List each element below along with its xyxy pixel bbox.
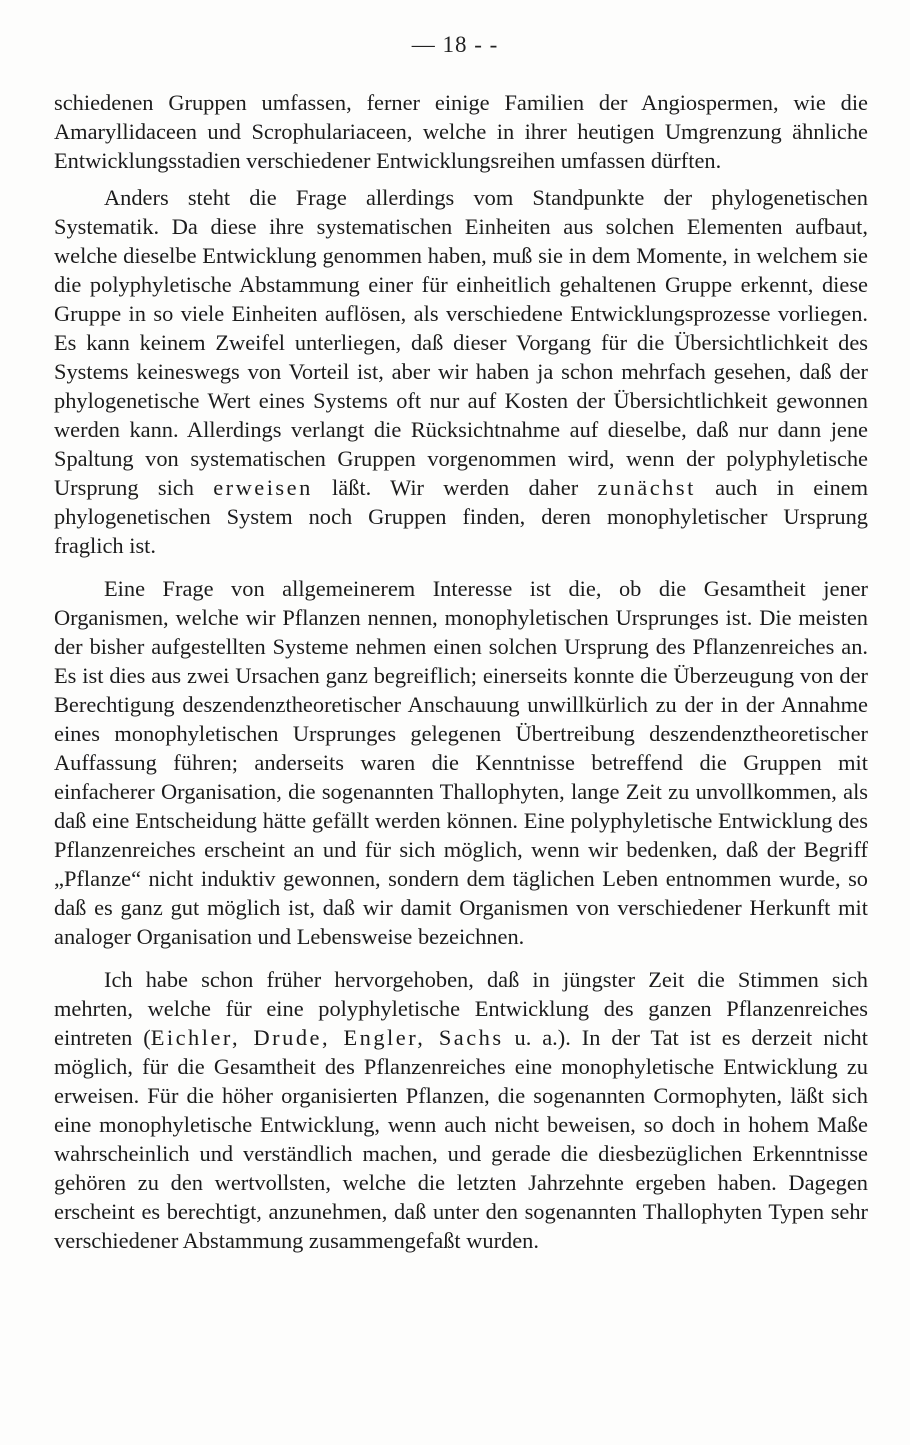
paragraph-1: schiedenen Gruppen umfassen, ferner einige Familien der Angiospermen, wie die Amaryllidaceen und Scrophulariaceen, welche in ihrer heutigen Umgrenzung ähnliche Entwicklungsstadien verschiedener Entwicklungsreihen umfassen dürften.: [54, 90, 868, 173]
paragraph-4-text: Ich habe schon früher hervorgehoben, daß in jüngster Zeit die Stimmen sich mehrten, welche für eine polyphyletische Entwicklung des ganzen Pflanzenreiches eintreten (: [54, 967, 868, 1050]
paragraph-3: Eine Frage von allgemeinerem Interesse ist die, ob die Gesamtheit jener Organismen, welche wir Pflanzen nennen, monophyletischen Ursprunges ist. Die meisten der bisher aufgestellten Systeme nehmen einen solchen Ursprung des Pflanzenreiches an. Es ist dies aus zwei Ursachen ganz begreiflich; einerseits konnte die Überzeugung von der Berechtigung deszendenztheoretischer Anschauung unwillkürlich zu der in der Annahme eines monophyletischen Ursprunges gelegenen Übertreibung deszendenztheoretischer Auffassung führen; anderseits waren die Kenntnisse betreffend die Gruppen mit einfacherer Organisation, die sogenannten Thallophyten, lange Zeit zu unvollkommen, als daß eine Entscheidung hätte gefällt werden können. Eine polyphyletische Entwicklung des Pflanzenreiches erscheint an und für sich möglich, wenn wir bedenken, daß der Begriff „Pflanze“ nicht induktiv gewonnen, sondern dem täglichen Leben entnommen wurde, so daß es ganz gut möglich ist, daß wir damit Organismen von verschiedener Herkunft mit analoger Organisation und Lebensweise bezeichnen.: [54, 576, 868, 949]
paragraph-2: [54, 183, 868, 560]
paragraph-4-text: u. a.). In der Tat ist es derzeit nicht möglich, für die Gesamtheit des Pflanzenreiches eine monophyletische Entwicklung zu erweisen. Für die höher organisierten Pflanzen, die sogenannten Cormophyten, läßt sich eine monophyletische Entwicklung, wenn auch nicht beweisen, so doch in hohem Maße wahrscheinlich und verständlich machen, und gerade die diesbezüglichen Erkenntnisse gehören zu den wertvollsten, welche die letzten Jahrzehnte ergeben haben. Dagegen erscheint es berechtigt, anzunehmen, daß unter den sogenannten Thallophyten Typen sehr verschiedener Abstammung zusammengefaßt wurden.: [54, 1025, 868, 1253]
emphasis-authors: Eichler, Drude, Engler, Sachs: [150, 1025, 504, 1050]
paragraph-2-text: läßt. Wir werden daher: [312, 475, 598, 500]
paragraph-2-text: Anders steht die Frage allerdings vom Standpunkte der phylogenetischen Systematik. Da diese ihre systematischen Einheiten aus solchen Elementen aufbaut, welche dieselbe Entwicklung genommen haben, muß sie in dem Momente, in welchem sie die polyphyletische Abstammung einer für einheitlich gehaltenen Gruppe erkennt, diese Gruppe in so viele Einheiten auflösen, als verschiedene Entwicklungsprozesse vorliegen. Es kann keinem Zweifel unterliegen, daß dieser Vorgang für die Übersichtlichkeit des Systems keineswegs von Vorteil ist, aber wir haben ja schon mehrfach gesehen, daß der phylogenetische Wert eines Systems oft nur auf Kosten der Übersichtlichkeit gewonnen werden kann. Allerdings verlangt die Rücksichtnahme auf dieselbe, daß nur dann jene Spaltung von systematischen Gruppen vorgenommen wird, wenn der polyphyletische Ursprung sich: [54, 185, 868, 500]
emphasis-erweisen: erweisen: [213, 475, 313, 500]
page-number: — 18 - -: [411, 32, 499, 57]
emphasis-zunaechst: zunächst: [597, 475, 696, 500]
paragraph-4: [54, 965, 868, 1255]
body-text: [54, 88, 868, 1255]
paragraph-2-text: auch in einem phylogenetischen System noch Gruppen finden, deren monophyletischer Ursprung fraglich ist.: [54, 475, 869, 558]
